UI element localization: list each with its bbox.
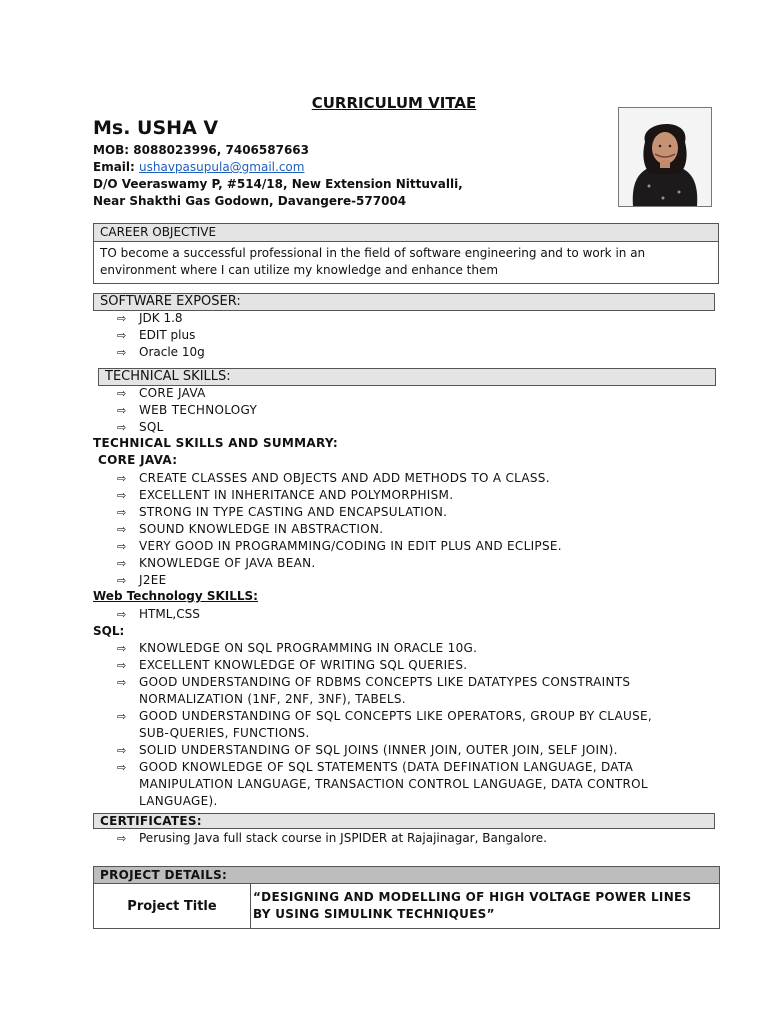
list-item-text: JDK 1.8: [139, 311, 183, 325]
list-item-text: GOOD UNDERSTANDING OF SQL CONCEPTS LIKE OPERATORS, GROUP BY CLAUSE,: [139, 709, 653, 723]
project-title-value: [251, 884, 720, 929]
arrow-bullet-icon: ⇨: [117, 523, 127, 536]
list-item-text: EXCELLENT IN INHERITANCE AND POLYMORPHISM.: [139, 488, 454, 502]
address-line-2: Near Shakthi Gas Godown, Davangere-577004: [93, 194, 407, 208]
arrow-bullet-icon: ⇨: [117, 506, 127, 519]
arrow-bullet-icon: ⇨: [117, 404, 127, 417]
list-item: [0, 657, 768, 674]
email-label: Email:: [93, 160, 140, 174]
list-item: [0, 487, 768, 504]
skills-summary-heading: TECHNICAL SKILLS AND SUMMARY:: [93, 436, 338, 450]
list-item-text: EDIT plus: [139, 328, 196, 342]
list-item-text: EXCELLENT KNOWLEDGE OF WRITING SQL QUERIES.: [139, 658, 468, 672]
software-exposer-heading: SOFTWARE EXPOSER:: [93, 293, 715, 311]
core-java-heading: CORE JAVA:: [98, 453, 178, 467]
arrow-bullet-icon: ⇨: [117, 710, 127, 723]
mobile-line: MOB: 8088023996, 7406587663: [93, 143, 309, 157]
career-objective-line-1: TO become a successful professional in the field of software engineering and to work in an: [100, 246, 646, 260]
arrow-bullet-icon: ⇨: [117, 329, 127, 342]
arrow-bullet-icon: ⇨: [117, 540, 127, 553]
project-title-label: Project Title: [94, 884, 251, 929]
list-item-text: MANIPULATION LANGUAGE, TRANSACTION CONTROL LANGUAGE, DATA CONTROL: [139, 777, 648, 791]
list-item-text: CREATE CLASSES AND OBJECTS AND ADD METHODS TO A CLASS.: [139, 471, 550, 485]
email-link[interactable]: ushavpasupula@gmail.com: [139, 160, 305, 174]
list-item: [0, 606, 768, 623]
arrow-bullet-icon: ⇨: [117, 421, 127, 434]
arrow-bullet-icon: ⇨: [117, 557, 127, 570]
list-item-text: LANGUAGE).: [139, 794, 218, 808]
arrow-bullet-icon: ⇨: [117, 744, 127, 757]
arrow-bullet-icon: ⇨: [117, 574, 127, 587]
list-item-text: Perusing Java full stack course in JSPIDER at Rajajinagar, Bangalore.: [139, 831, 547, 845]
email-line: [93, 160, 304, 174]
list-item: [0, 538, 768, 555]
list-item: [0, 776, 768, 793]
list-item: [0, 793, 768, 810]
list-item-text: NORMALIZATION (1NF, 2NF, 3NF), TABELS.: [139, 692, 406, 706]
list-item-text: Oracle 10g: [139, 345, 205, 359]
list-item-text: VERY GOOD IN PROGRAMMING/CODING IN EDIT PLUS AND ECLIPSE.: [139, 539, 562, 553]
list-item: [0, 385, 768, 402]
project-table: [93, 866, 720, 929]
arrow-bullet-icon: ⇨: [117, 676, 127, 689]
arrow-bullet-icon: ⇨: [117, 761, 127, 774]
career-objective-body: [93, 242, 719, 284]
project-details-heading: PROJECT DETAILS:: [94, 867, 720, 884]
arrow-bullet-icon: ⇨: [117, 312, 127, 325]
list-item: [0, 674, 768, 691]
list-item-text: SOLID UNDERSTANDING OF SQL JOINS (INNER JOIN, OUTER JOIN, SELF JOIN).: [139, 743, 618, 757]
list-item-text: GOOD KNOWLEDGE OF SQL STATEMENTS (DATA DEFINATION LANGUAGE, DATA: [139, 760, 634, 774]
arrow-bullet-icon: ⇨: [117, 608, 127, 621]
list-item-text: GOOD UNDERSTANDING OF RDBMS CONCEPTS LIKE DATATYPES CONSTRAINTS: [139, 675, 631, 689]
list-item-text: WEB TECHNOLOGY: [139, 403, 258, 417]
list-item: [0, 708, 768, 725]
web-technology-heading: Web Technology SKILLS:: [93, 589, 258, 603]
list-item-text: KNOWLEDGE ON SQL PROGRAMMING IN ORACLE 10G.: [139, 641, 478, 655]
list-item: [0, 310, 768, 327]
list-item: [0, 742, 768, 759]
list-item: [0, 725, 768, 742]
list-item: [0, 572, 768, 589]
list-item: [0, 419, 768, 436]
list-item-text: J2EE: [139, 573, 167, 587]
page-title: CURRICULUM VITAE: [311, 94, 477, 112]
technical-skills-heading: TECHNICAL SKILLS:: [98, 368, 716, 386]
list-item: [0, 470, 768, 487]
arrow-bullet-icon: ⇨: [117, 472, 127, 485]
project-title-line-1: “DESIGNING AND MODELLING OF HIGH VOLTAGE POWER LINES: [253, 890, 692, 904]
arrow-bullet-icon: ⇨: [117, 642, 127, 655]
list-item-text: SQL: [139, 420, 164, 434]
list-item-text: KNOWLEDGE OF JAVA BEAN.: [139, 556, 316, 570]
sql-heading: SQL:: [93, 624, 125, 638]
arrow-bullet-icon: ⇨: [117, 346, 127, 359]
list-item: [0, 640, 768, 657]
profile-photo: [618, 107, 712, 207]
list-item: [0, 521, 768, 538]
list-item: [0, 759, 768, 776]
certificates-heading: CERTIFICATES:: [93, 813, 715, 829]
list-item: [0, 691, 768, 708]
list-item-text: SOUND KNOWLEDGE IN ABSTRACTION.: [139, 522, 384, 536]
arrow-bullet-icon: ⇨: [117, 387, 127, 400]
address-line-1: D/O Veeraswamy P, #514/18, New Extension Nittuvalli,: [93, 177, 463, 191]
list-item-text: CORE JAVA: [139, 386, 206, 400]
list-item: [0, 830, 768, 847]
list-item: [0, 504, 768, 521]
career-objective-heading: CAREER OBJECTIVE: [93, 223, 719, 242]
list-item: [0, 555, 768, 572]
list-item-text: SUB-QUERIES, FUNCTIONS.: [139, 726, 310, 740]
list-item-text: HTML,CSS: [139, 607, 200, 621]
list-item: [0, 344, 768, 361]
list-item: [0, 327, 768, 344]
list-item-text: STRONG IN TYPE CASTING AND ENCAPSULATION.: [139, 505, 448, 519]
career-objective-line-2: environment where I can utilize my knowledge and enhance them: [100, 263, 499, 277]
arrow-bullet-icon: ⇨: [117, 832, 127, 845]
project-title-line-2: BY USING SIMULINK TECHNIQUES”: [253, 907, 495, 921]
arrow-bullet-icon: ⇨: [117, 489, 127, 502]
candidate-name: Ms. USHA V: [93, 117, 219, 139]
arrow-bullet-icon: ⇨: [117, 659, 127, 672]
list-item: [0, 402, 768, 419]
